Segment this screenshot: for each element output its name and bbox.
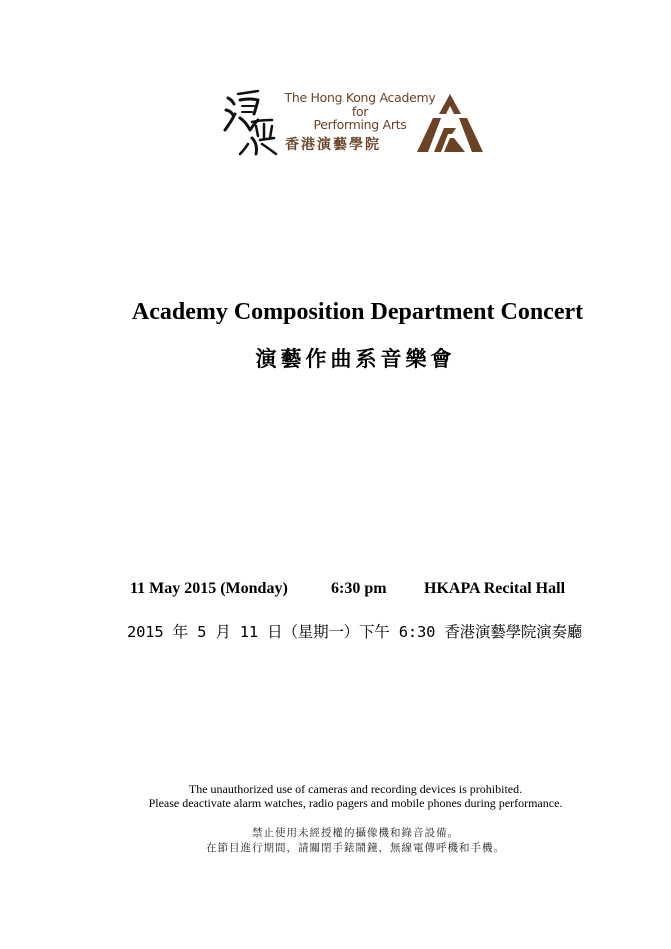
notice-en-line1: The unauthorized use of cameras and recording devices is prohibited. — [188, 782, 523, 796]
event-details-zh: 2015 年 5 月 11 日（星期一）下午 6:30 香港演藝學院演奏廳 — [127, 623, 583, 641]
notice-zh-line2: 在節目進行期間，請關閉手錶鬧鐘，無線電傳呼機和手機。 — [206, 842, 505, 854]
event-venue: HKAPA Recital Hall — [424, 580, 566, 597]
calligraphy-logo-icon — [222, 88, 282, 156]
notice-en — [0, 783, 671, 810]
logo-name-en-line2: for — [351, 103, 369, 119]
logo-name-en-line1: The Hong Kong Academy — [284, 90, 436, 105]
concert-title-en: Academy Composition Department Concert — [131, 299, 584, 325]
logo-name-en — [280, 91, 440, 132]
notice-en-line2: Please deactivate alarm watches, radio pagers and mobile phones during performance. — [148, 795, 563, 810]
academy-logo — [222, 88, 487, 156]
apa-triangle-logo-icon — [417, 94, 483, 152]
event-date: 11 May 2015 (Monday) — [130, 580, 288, 597]
logo-name-en-line3: Performing Arts — [313, 117, 407, 132]
concert-title-zh: 演藝作曲系音樂會 — [255, 347, 456, 371]
logo-name-zh: 香港演藝學院 — [285, 137, 381, 153]
notice-zh-line1: 禁止使用未經授權的攝像機和錄音設備。 — [252, 827, 459, 839]
event-time: 6:30 pm — [331, 580, 387, 597]
notice-zh — [0, 826, 671, 856]
